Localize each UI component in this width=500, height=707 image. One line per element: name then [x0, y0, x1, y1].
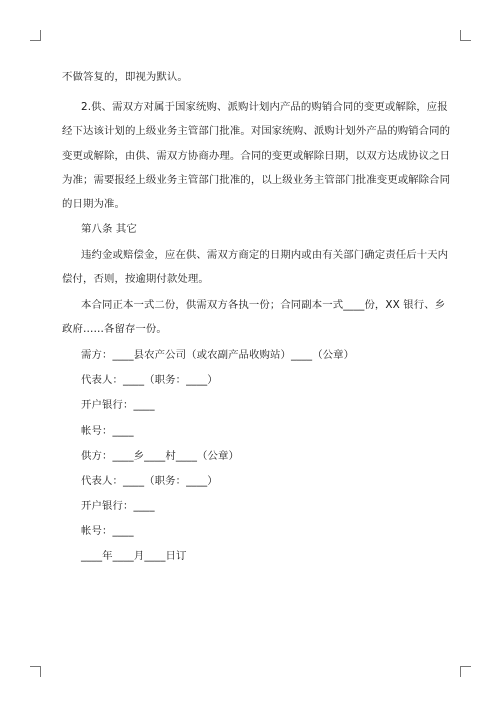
text-line: 偿付，否则，按逾期付款处理。	[62, 273, 209, 285]
text-line: 违约金或赔偿金，应在供、需双方商定的日期内或由有关部门确定责任后十天内	[81, 249, 449, 261]
corner-mark-bottom-left	[30, 666, 41, 677]
supplier-account-line: 帐号：____	[81, 525, 134, 537]
buyer-line: 需方：____县农产公司（或农副产品收购站）____（公章）	[81, 349, 355, 361]
corner-mark-top-left	[30, 30, 41, 41]
supplier-line: 供方：____乡____村____（公章）	[81, 450, 239, 462]
corner-mark-bottom-right	[460, 666, 471, 677]
text-line: 2.供、需双方对属于国家统购、派购计划内产品的购销合同的变更或解除，应报	[81, 101, 448, 113]
text-line: 变更或解除，由供、需双方协商办理。合同的变更或解除日期，以双方达成协议之日	[62, 150, 451, 162]
text-line: 本合同正本一式二份，供需双方各执一份；合同副本一式____份，XX 银行、乡	[81, 299, 446, 311]
supplier-bank-line: 开户银行：____	[81, 500, 155, 512]
section-heading: 第八条 其它	[81, 223, 137, 235]
buyer-account-line: 帐号：____	[81, 425, 134, 437]
text-line: 为准；需要报经上级业务主管部门批准的，以上级业务主管部门批准变更或解除合同	[62, 174, 451, 186]
buyer-bank-line: 开户银行：____	[81, 399, 155, 411]
supplier-representative-line: 代表人：____（职务：____）	[81, 475, 218, 487]
text-line: 政府……各留存一份。	[62, 323, 167, 335]
signing-date-line: ____年____月____日订	[81, 550, 187, 562]
text-line: 经下达该计划的上级业务主管部门批准。对国家统购、派购计划外产品的购销合同的	[62, 125, 451, 137]
buyer-representative-line: 代表人：____（职务：____）	[81, 374, 218, 386]
text-line: 不做答复的，即视为默认。	[62, 71, 188, 83]
text-line: 的日期为准。	[62, 198, 125, 210]
corner-mark-top-right	[460, 30, 471, 41]
